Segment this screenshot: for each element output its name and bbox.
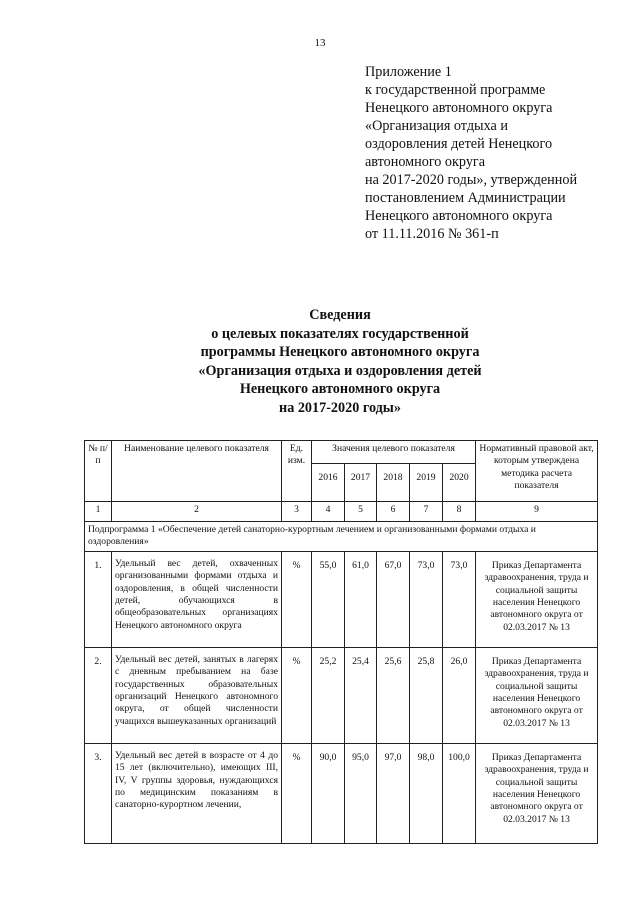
row-name: Удельный вес детей, занятых в лагерях с дневным пребыванием на базе государственных образовательных организаций Ненецкого автономного округа, от общей численности учащихся вышеуказанных организаций	[112, 647, 282, 743]
row-value: 97,0	[377, 743, 410, 843]
column-number: 9	[476, 502, 598, 522]
header-year: 2017	[345, 464, 377, 502]
heading-line: на 2017-2020 годы»	[279, 399, 401, 416]
annex-line: оздоровления детей Ненецкого	[365, 136, 553, 152]
header-year: 2018	[377, 464, 410, 502]
header-num: № п/п	[85, 441, 112, 502]
row-unit: %	[282, 743, 312, 843]
row-value: 100,0	[443, 743, 476, 843]
row-value: 73,0	[410, 551, 443, 647]
table-row	[85, 551, 598, 647]
row-value: 25,2	[312, 647, 345, 743]
row-value: 25,6	[377, 647, 410, 743]
row-value: 73,0	[443, 551, 476, 647]
annex-line: автономного округа	[365, 154, 486, 170]
row-unit: %	[282, 647, 312, 743]
indicators-table	[84, 440, 598, 844]
row-value: 25,8	[410, 647, 443, 743]
header-values-group: Значения целевого показателя	[312, 441, 476, 464]
annex-line: постановлением Администрации	[365, 190, 566, 206]
heading-line: «Организация отдыха и оздоровления детей	[198, 362, 482, 379]
row-value: 98,0	[410, 743, 443, 843]
row-value: 90,0	[312, 743, 345, 843]
column-number: 1	[85, 502, 112, 522]
column-number: 4	[312, 502, 345, 522]
row-value: 26,0	[443, 647, 476, 743]
row-num: 2.	[85, 647, 112, 743]
column-number: 7	[410, 502, 443, 522]
row-value: 55,0	[312, 551, 345, 647]
page-number: 13	[314, 37, 326, 49]
annex-line: Приложение 1	[365, 64, 452, 80]
table-row	[85, 743, 598, 843]
row-name: Удельный вес детей, охваченных организованными формами отдыха и оздоровления, в общей численности детей, обучающихся в общеобразовательных организациях Ненецкого автономного округа	[112, 551, 282, 647]
header-unit: Ед. изм.	[282, 441, 312, 502]
row-value: 67,0	[377, 551, 410, 647]
row-value: 95,0	[345, 743, 377, 843]
column-number: 6	[377, 502, 410, 522]
header-doc: Нормативный правовой акт, которым утверждена методика расчета показателя	[476, 441, 598, 502]
row-doc: Приказ Департамента здравоохранения, труда и социальной защиты населения Ненецкого автономного округа от 02.03.2017 № 13	[476, 647, 598, 743]
header-year: 2019	[410, 464, 443, 502]
row-unit: %	[282, 551, 312, 647]
heading-line: о целевых показателях государственной	[211, 325, 469, 342]
table-row	[85, 647, 598, 743]
header-year: 2016	[312, 464, 345, 502]
header-year: 2020	[443, 464, 476, 502]
column-number: 8	[443, 502, 476, 522]
heading-line: Сведения	[309, 307, 371, 323]
row-num: 1.	[85, 551, 112, 647]
annex-line: Ненецкого автономного округа	[365, 100, 553, 116]
column-number: 3	[282, 502, 312, 522]
column-number: 5	[345, 502, 377, 522]
row-value: 25,4	[345, 647, 377, 743]
row-doc: Приказ Департамента здравоохранения, труда и социальной защиты населения Ненецкого автономного округа от 02.03.2017 № 13	[476, 743, 598, 843]
header-name: Наименование целевого показателя	[112, 441, 282, 502]
heading-line: программы Ненецкого автономного округа	[200, 344, 480, 360]
row-num: 3.	[85, 743, 112, 843]
subprogram-title: Подпрограмма 1 «Обеспечение детей санаторно-курортным лечением и организованными формами отдыха и оздоровления»	[85, 522, 598, 552]
annex-line: на 2017-2020 годы», утвержденной	[365, 172, 578, 188]
row-doc: Приказ Департамента здравоохранения, труда и социальной защиты населения Ненецкого автономного округа от 02.03.2017 № 13	[476, 551, 598, 647]
annex-block	[365, 63, 625, 243]
annex-line: от 11.11.2016 № 361-п	[365, 226, 499, 242]
annex-line: «Организация отдыха и	[365, 118, 508, 134]
row-value: 61,0	[345, 551, 377, 647]
annex-line: к государственной программе	[365, 82, 546, 98]
heading-line: Ненецкого автономного округа	[239, 381, 441, 397]
document-heading	[120, 306, 560, 417]
row-name: Удельный вес детей в возрасте от 4 до 15 лет (включительно), имеющих III, IV, V группы здоровья, нуждающихся по медицинским показаниям в санаторно-курортном лечении,	[112, 743, 282, 843]
annex-line: Ненецкого автономного округа	[365, 208, 553, 224]
column-number: 2	[112, 502, 282, 522]
